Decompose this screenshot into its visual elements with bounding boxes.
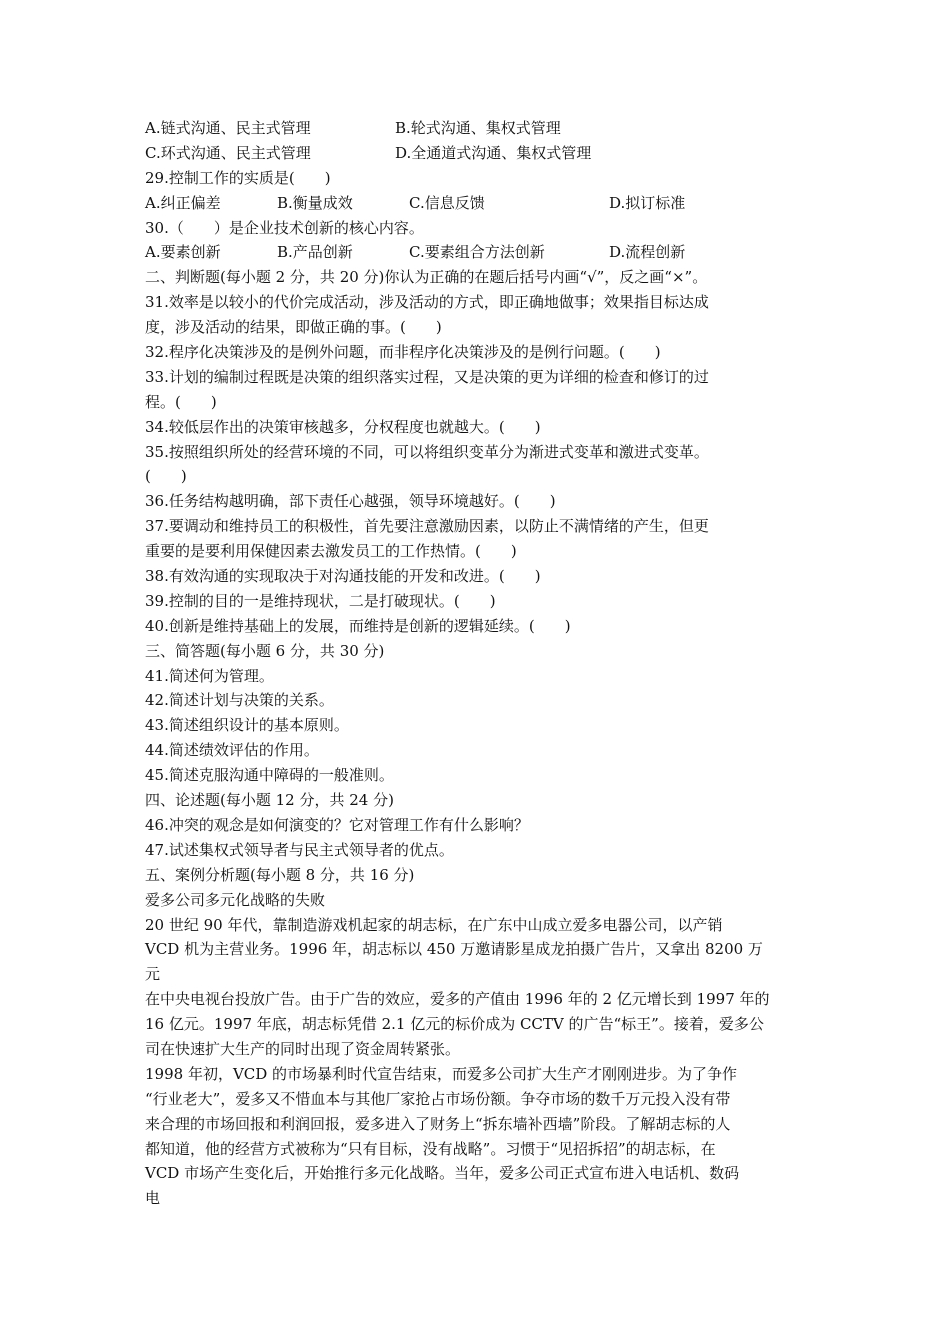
q28-option-a: A.链式沟通、民主式管理 bbox=[145, 119, 311, 137]
text-line: 46.冲突的观念是如何演变的？它对管理工作有什么影响？ bbox=[145, 815, 529, 834]
q28-option-b: B.轮式沟通、集权式管理 bbox=[395, 119, 561, 137]
text-line: ( ) bbox=[145, 467, 187, 486]
text-line: 45.简述克服沟通中障碍的一般准则。 bbox=[145, 766, 394, 785]
text-line: 38.有效沟通的实现取决于对沟通技能的开发和改进。( ) bbox=[145, 567, 541, 586]
text-line: 36.任务结构越明确，部下责任心越强，领导环境越好。( ) bbox=[145, 492, 556, 511]
q29-option-c: C.信息反馈 bbox=[409, 193, 485, 212]
q30-stem: 30.（ ）是企业技术创新的核心内容。 bbox=[145, 218, 424, 237]
case-title: 爱多公司多元化战略的失败 bbox=[145, 890, 326, 909]
text-line: 重要的是要利用保健因素去激发员工的工作热情。( ) bbox=[145, 542, 517, 561]
text-line: 35.按照组织所处的经营环境的不同，可以将组织变革分为渐进式变革和激进式变革。 bbox=[145, 442, 709, 461]
section3-heading: 三、简答题(每小题 6 分，共 30 分) bbox=[145, 641, 385, 660]
text-line: 37.要调动和维持员工的积极性，首先要注意激励因素，以防止不满情绪的产生，但更 bbox=[145, 517, 709, 536]
text-line: 44.简述绩效评估的作用。 bbox=[145, 741, 319, 760]
text-line: 度，涉及活动的结果，即做正确的事。( ) bbox=[145, 318, 442, 337]
q30-options bbox=[145, 240, 825, 265]
text-line: 程。( ) bbox=[145, 392, 217, 411]
q29-options bbox=[145, 191, 825, 216]
text-line: 电 bbox=[145, 1189, 161, 1208]
section5-heading: 五、案例分析题(每小题 8 分，共 16 分) bbox=[145, 865, 415, 884]
q30-option-b: B.产品创新 bbox=[277, 243, 353, 262]
q28-options-row-1 bbox=[145, 116, 825, 141]
q30-option-d: D.流程创新 bbox=[609, 243, 686, 262]
text-line: 16 亿元。1997 年底，胡志标凭借 2.1 亿元的标价成为 CCTV 的广告“标王”。接着，爱多公 bbox=[145, 1015, 764, 1034]
text-line: 33.计划的编制过程既是决策的组织落实过程，又是决策的更为详细的检查和修订的过 bbox=[145, 367, 709, 386]
text-line: 都知道，他的经营方式被称为“只有目标，没有战略”。习惯于“见招拆招”的胡志标，在 bbox=[145, 1139, 716, 1158]
q29-option-a: A.纠正偏差 bbox=[145, 193, 221, 212]
text-line: 42.简述计划与决策的关系。 bbox=[145, 691, 334, 710]
q28-options-row-2 bbox=[145, 141, 825, 166]
q30-option-a: A.要素创新 bbox=[145, 243, 221, 262]
text-line: 司在快速扩大生产的同时出现了资金周转紧张。 bbox=[145, 1039, 461, 1058]
exam-page bbox=[145, 116, 825, 1211]
q28-option-d: D.全通道式沟通、集权式管理 bbox=[395, 143, 592, 162]
text-line: VCD 机为主营业务。1996 年，胡志标以 450 万邀请影星成龙拍摄广告片，又拿出 8200 万 bbox=[145, 940, 763, 959]
text-line: “行业老大”，爱多又不惜血本与其他厂家抢占市场份额。争夺市场的数千万元投入没有带 bbox=[145, 1089, 731, 1108]
q29-stem: 29.控制工作的实质是( ) bbox=[145, 168, 331, 187]
text-line: 39.控制的目的一是维持现状，二是打破现状。( ) bbox=[145, 591, 496, 610]
section4-heading: 四、论述题(每小题 12 分，共 24 分) bbox=[145, 791, 394, 810]
text-line: 31.效率是以较小的代价完成活动，涉及活动的方式，即正确地做事；效果指目标达成 bbox=[145, 293, 709, 312]
text-line: 34.较低层作出的决策审核越多，分权程度也就越大。( ) bbox=[145, 417, 541, 436]
text-line: 43.简述组织设计的基本原则。 bbox=[145, 716, 349, 735]
text-line: 在中央电视台投放广告。由于广告的效应，爱多的产值由 1996 年的 2 亿元增长到 1997 年的 bbox=[145, 990, 770, 1009]
q29-option-d: D.拟订标准 bbox=[609, 193, 686, 212]
section2-heading: 二、判断题(每小题 2 分，共 20 分)你认为正确的在题后括号内画“√”，反之画“×”。 bbox=[145, 268, 708, 287]
q28-option-c: C.环式沟通、民主式管理 bbox=[145, 143, 311, 162]
text-line: 32.程序化决策涉及的是例外问题，而非程序化决策涉及的是例行问题。( ) bbox=[145, 343, 661, 362]
text-line: 来合理的市场回报和利润回报，爱多进入了财务上“拆东墙补西墙”阶段。了解胡志标的人 bbox=[145, 1114, 731, 1133]
text-line: 元 bbox=[145, 965, 161, 984]
text-line: VCD 市场产生变化后，开始推行多元化战略。当年，爱多公司正式宣布进入电话机、数码 bbox=[145, 1164, 740, 1183]
text-line: 41.简述何为管理。 bbox=[145, 666, 274, 685]
q29-option-b: B.衡量成效 bbox=[277, 193, 353, 212]
text-line: 40.创新是维持基础上的发展，而维持是创新的逻辑延续。( ) bbox=[145, 616, 571, 635]
text-line: 1998 年初，VCD 的市场暴利时代宣告结束，而爱多公司扩大生产才刚刚进步。为了争作 bbox=[145, 1064, 738, 1083]
text-line: 20 世纪 90 年代，靠制造游戏机起家的胡志标，在广东中山成立爱多电器公司，以产销 bbox=[145, 915, 723, 934]
text-line: 47.试述集权式领导者与民主式领导者的优点。 bbox=[145, 840, 454, 859]
q30-option-c: C.要素组合方法创新 bbox=[409, 243, 545, 262]
